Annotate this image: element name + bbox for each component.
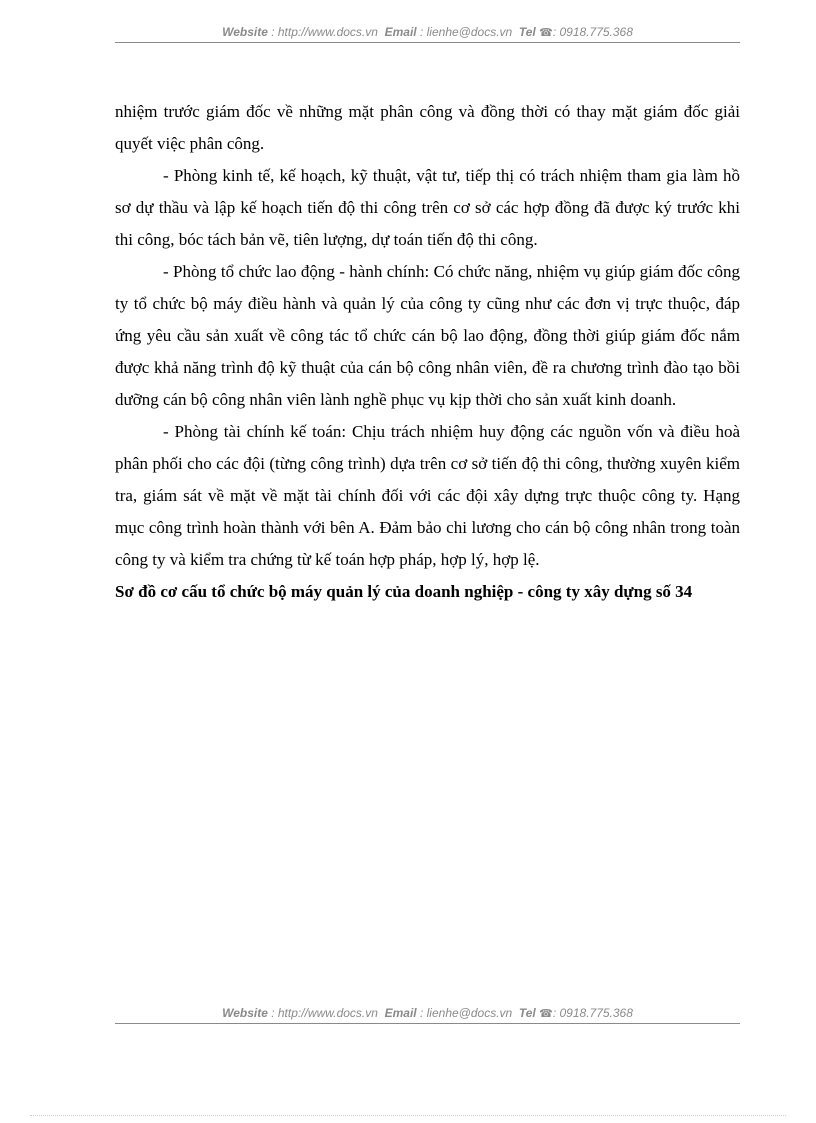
header-tel-value: : 0918.775.368 — [552, 25, 633, 39]
footer-website-link[interactable]: : http://www.docs.vn — [271, 1006, 378, 1020]
document-body — [115, 96, 740, 608]
paragraph-hr-dept: - Phòng tổ chức lao động - hành chính: Có chức năng, nhiệm vụ giúp giám đốc công ty tổ chức bộ máy điều hành và quản lý của công ty cũng như các đơn vị trực thuộc, đáp ứng yêu cầu sản xuất về công tác tổ chức cán bộ lao động, đồng thời giúp giám đốc nắm được khả năng trình độ kỹ thuật của cán bộ công nhân viên, đề ra chương trình đào tạo bồi dưỡng cán bộ công nhân viên lành nghề phục vụ kịp thời cho sản xuất kinh doanh. — [115, 262, 740, 409]
footer-tel-label: Tel — [518, 1006, 536, 1020]
header-website-label: Website — [222, 25, 268, 39]
phone-icon: ☎ — [539, 27, 553, 39]
footer-email-link[interactable]: : lienhe@docs.vn — [419, 1006, 513, 1020]
paragraph-continuation: nhiệm trước giám đốc về những mặt phân công và đồng thời có thay mặt giám đốc giải quyết việc phân công. — [115, 102, 740, 153]
paragraph-finance-dept: - Phòng tài chính kế toán: Chịu trách nhiệm huy động các nguồn vốn và điều hoà phân phối cho các đội (từng công trình) dựa trên cơ sở tiến độ thi công, thường xuyên kiểm tra, giám sát về mặt về mặt tài chính đối với các đội xây dựng trực thuộc công ty. Hạng mục công trình hoàn thành với bên A. Đảm bảo chi lương cho cán bộ công nhân trong toàn công ty và kiểm tra chứng từ kế toán hợp pháp, hợp lý, hợp lệ. — [115, 422, 740, 569]
page-footer — [115, 1006, 740, 1024]
header-email-label: Email — [384, 25, 417, 39]
page-edge-divider — [30, 1115, 786, 1116]
section-title: Sơ đồ cơ cấu tổ chức bộ máy quản lý của doanh nghiệp - công ty xây dựng số 34 — [115, 582, 693, 601]
page-header — [115, 25, 740, 43]
phone-icon: ☎ — [539, 1008, 553, 1020]
footer-tel-value: : 0918.775.368 — [552, 1006, 633, 1020]
footer-email-label: Email — [384, 1006, 417, 1020]
header-email-link[interactable]: : lienhe@docs.vn — [419, 25, 513, 39]
header-tel-label: Tel — [518, 25, 536, 39]
footer-website-label: Website — [222, 1006, 268, 1020]
header-website-link[interactable]: : http://www.docs.vn — [271, 25, 378, 39]
paragraph-economic-dept: - Phòng kinh tế, kế hoạch, kỹ thuật, vật tư, tiếp thị có trách nhiệm tham gia làm hồ sơ dự thầu và lập kế hoạch tiến độ thi công trên cơ sở các hợp đồng đã được ký trước khi thi công, bóc tách bản vẽ, tiên lượng, dự toán tiến độ thi công. — [115, 166, 740, 249]
